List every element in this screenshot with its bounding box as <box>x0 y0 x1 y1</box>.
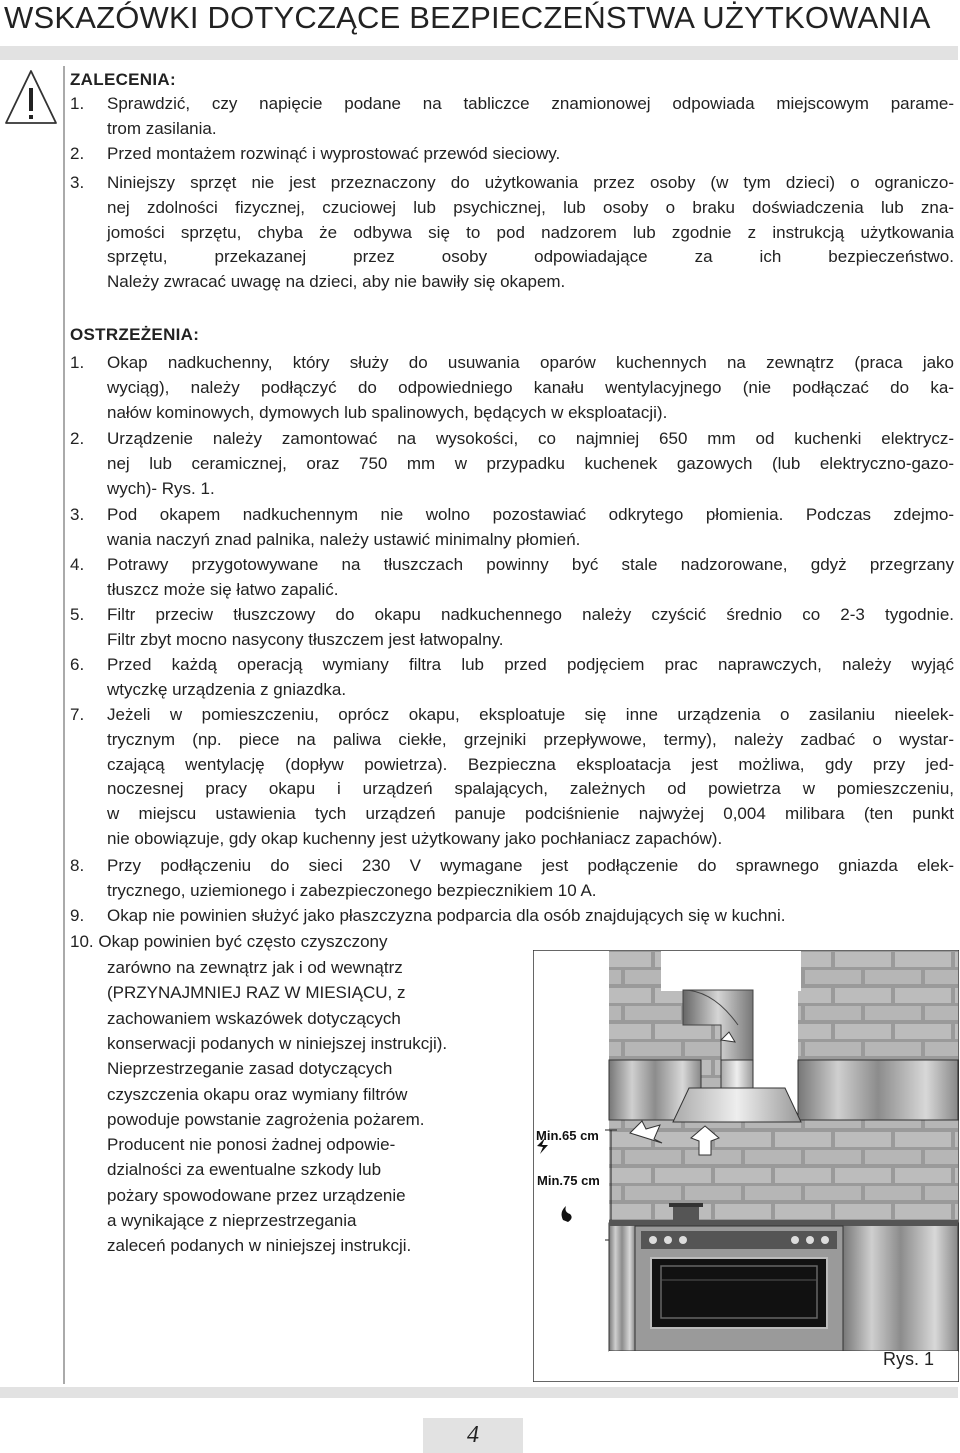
warning-item-1 <box>70 351 954 425</box>
text-line: Niniejszy sprzęt nie jest przeznaczony do użytkowania przez osoby (w tym dzieci) o ograniczo- <box>107 173 954 192</box>
text-line: Pod okapem nadkuchennym nie wolno pozostawiać odkrytego płomienia. Podczas zdejmo- <box>107 505 954 524</box>
warning-item-10-line: czyszczenia okapu oraz wymiany filtrów <box>107 1084 408 1104</box>
text-line: Przy podłączeniu do sieci 230 V wymagane jest podłączenie do sprawnego gniazda elek- <box>107 856 954 875</box>
text-line: nałów kominowych, dymowych lub spalinowych, będących w eksploatacji). <box>107 402 668 422</box>
warning-item-number: 7. <box>70 705 85 724</box>
text-line: Filtr zbyt mocno nasycony tłuszczem jest łatwopalny. <box>107 629 504 649</box>
text-line: Urządzenie należy zamontować na wysokości, co najmniej 650 mm od kuchenki elektrycz- <box>107 429 954 448</box>
min-65cm-label: Min.65 cm <box>536 1128 599 1143</box>
warning-triangle-icon <box>4 68 58 126</box>
warning-item-number: 4. <box>70 555 85 574</box>
text-line: wtyczkę urządzenia z gniazdka. <box>107 679 347 699</box>
text-line: Potrawy przygotowywane na tłuszczach powinny być stale nadzorowane, gdyż przegrzany <box>107 555 954 574</box>
warning-item-number: 6. <box>70 655 85 674</box>
text-line: Okap nadkuchenny, który służy do usuwania oparów kuchennych na zewnątrz (praca jako <box>107 353 954 372</box>
recommendation-item-2 <box>70 142 954 167</box>
warning-item-9 <box>70 904 954 929</box>
warning-item-4 <box>70 553 954 603</box>
recommendation-item-number: 3. <box>70 173 85 192</box>
warning-item-10-line: pożary spowodowane przez urządzenie <box>107 1185 406 1205</box>
recommendation-item-1 <box>70 92 954 142</box>
warning-item-number: 2. <box>70 429 85 448</box>
recommendation-item-text <box>107 142 954 167</box>
recommendation-item-text <box>107 171 954 295</box>
text-line: Przed montażem rozwinąć i wyprostować przewód sieciowy. <box>107 144 561 163</box>
recommendation-item-3 <box>70 171 954 295</box>
warning-item-6 <box>70 653 954 703</box>
warning-item-8 <box>70 854 954 904</box>
left-margin-rule <box>63 66 65 1384</box>
text-line: tłuszcz może się łatwo zapalić. <box>107 579 339 599</box>
text-line: jomości sprzętu, chyba że odbywa się to pod nadzorem lub zgodnie z instrukcją użytkowania <box>107 222 954 242</box>
text-line: czającą wentylację (dopływ powietrza). Bezpieczna eksploatacja jest możliwa, gdy przy jed- <box>107 754 954 774</box>
warning-item-10-line: zachowaniem wskazówek dotyczących <box>107 1008 401 1028</box>
text-line: Jeżeli w pomieszczeniu, oprócz okapu, eksploatuje się inne urządzenia o zasilaniu nieelek- <box>107 705 954 724</box>
recommendation-item-number: 1. <box>70 94 85 113</box>
text-line: trom zasilania. <box>107 118 217 138</box>
warning-item-text <box>107 351 954 425</box>
figure-caption: Rys. 1 <box>883 1349 935 1369</box>
warning-item-text <box>107 553 954 603</box>
text-line: wyciąg), należy podłączyć do odpowiedniego kanału wentylacyjnego (nie podłączać do ka- <box>107 377 954 397</box>
text-line: sprzętu, przekazanej przez osoby odpowiadające za ich bezpieczeństwo. <box>107 247 954 267</box>
title-underline-bar <box>0 46 958 60</box>
warning-item-5 <box>70 603 954 653</box>
warning-item-text <box>107 904 954 929</box>
text-line: trycznego, uziemionego i zabezpieczonego bezpiecznikiem 10 A. <box>107 880 597 900</box>
warning-item-10-line: a wynikające z nieprzestrzegania <box>107 1211 357 1230</box>
warning-item-text <box>107 427 954 501</box>
text-line: nej lub ceramicznej, oraz 750 mm w przypadku kuchenek gazowych (lub elektryczno-gazo- <box>107 453 954 473</box>
text-line: noczesnej pracy okapu i urządzeń spalających, zależnych od powietrza w pomieszczeniu, <box>107 779 954 799</box>
warning-item-7 <box>70 703 954 852</box>
warning-item-10-line: powoduje powstanie zagrożenia pożarem. <box>107 1109 425 1129</box>
warning-item-number: 8. <box>70 856 85 875</box>
text-line: Przed każdą operacją wymiany filtra lub przed podjęciem prac naprawczych, należy wyjąć <box>107 655 954 674</box>
warning-item-number: 1. <box>70 353 85 372</box>
text-line: Filtr przeciw tłuszczowy do okapu nadkuchennego należy czyścić średnio co 2-3 tygodnie. <box>107 605 954 624</box>
page-number-box <box>423 1418 523 1453</box>
warning-item-10-line: Nieprzestrzeganie zasad dotyczących <box>107 1059 393 1079</box>
text-line: nej zdolności fizycznej, czuciowej lub psychicznej, lub osoby o braku doświadczenia lub zna- <box>107 197 954 217</box>
warning-item-text <box>107 854 954 904</box>
warning-item-text <box>107 603 954 653</box>
warning-item-text <box>107 703 954 852</box>
text-line: trycznym (np. piece na paliwa ciekłe, grzejniki przepływowe, termy), należy zadbać o wystar- <box>107 729 954 749</box>
text-line: nie obowiązuje, gdy okap kuchenny jest użytkowany jako pochłaniacz zapachów). <box>107 828 723 848</box>
warning-item-number: 3. <box>70 505 85 524</box>
warning-item-10-line: konserwacji podanych w niniejszej instrukcji). <box>107 1033 448 1053</box>
warning-item-number: 5. <box>70 605 85 624</box>
warnings-heading: OSTRZEŻENIA: <box>70 325 200 344</box>
warning-item-text <box>107 503 954 553</box>
warning-item-10-line: (PRZYNAJMNIEJ RAZ W MIESIĄCU, z <box>107 983 406 1003</box>
page-title: WSKAZÓWKI DOTYCZĄCE BEZPIECZEŃSTWA UŻYTKOWANIA <box>4 0 931 35</box>
page-number: 4 <box>467 1422 479 1448</box>
recommendation-item-number: 2. <box>70 144 85 163</box>
warning-item-10-line: dzialności za ewentualne szkody lub <box>107 1160 382 1180</box>
recommendations-heading: ZALECENIA: <box>70 70 176 89</box>
warning-item-text <box>107 653 954 703</box>
footer-bar <box>0 1387 958 1398</box>
warning-item-10-first-line: 10. Okap powinien być często czyszczony <box>70 932 388 951</box>
text-line: Okap nie powinien służyć jako płaszczyzna podparcia dla osób znajdujących się w kuchni. <box>107 906 786 925</box>
text-line: Należy zwracać uwagę na dzieci, aby nie bawiły się okapem. <box>107 272 566 292</box>
warning-item-3 <box>70 503 954 553</box>
text-line: Sprawdzić, czy napięcie podane na tabliczce znamionowej odpowiada miejscowym parame- <box>107 94 954 113</box>
warning-item-number: 9. <box>70 906 85 925</box>
warning-item-2 <box>70 427 954 501</box>
warning-item-10-line: Producent nie ponosi żadnej odpowie- <box>107 1135 396 1155</box>
warning-item-10-line: zarówno na zewnątrz jak i od wewnątrz <box>107 958 403 977</box>
text-line: wych)- Rys. 1. <box>107 478 215 498</box>
recommendation-item-text <box>107 92 954 142</box>
text-line: wania naczyń znad palnika, należy ustawić minimalny płomień. <box>107 529 581 549</box>
min-75cm-label: Min.75 cm <box>537 1173 600 1188</box>
warning-item-10-line: zaleceń podanych w niniejszej instrukcji. <box>107 1236 412 1256</box>
kitchen-hood-installation-figure <box>533 950 959 1382</box>
text-line: w miejscu ustawienia tych urządzeń panuje podciśnienie najwyżej 0,004 milibara (ten punkt <box>107 804 954 824</box>
